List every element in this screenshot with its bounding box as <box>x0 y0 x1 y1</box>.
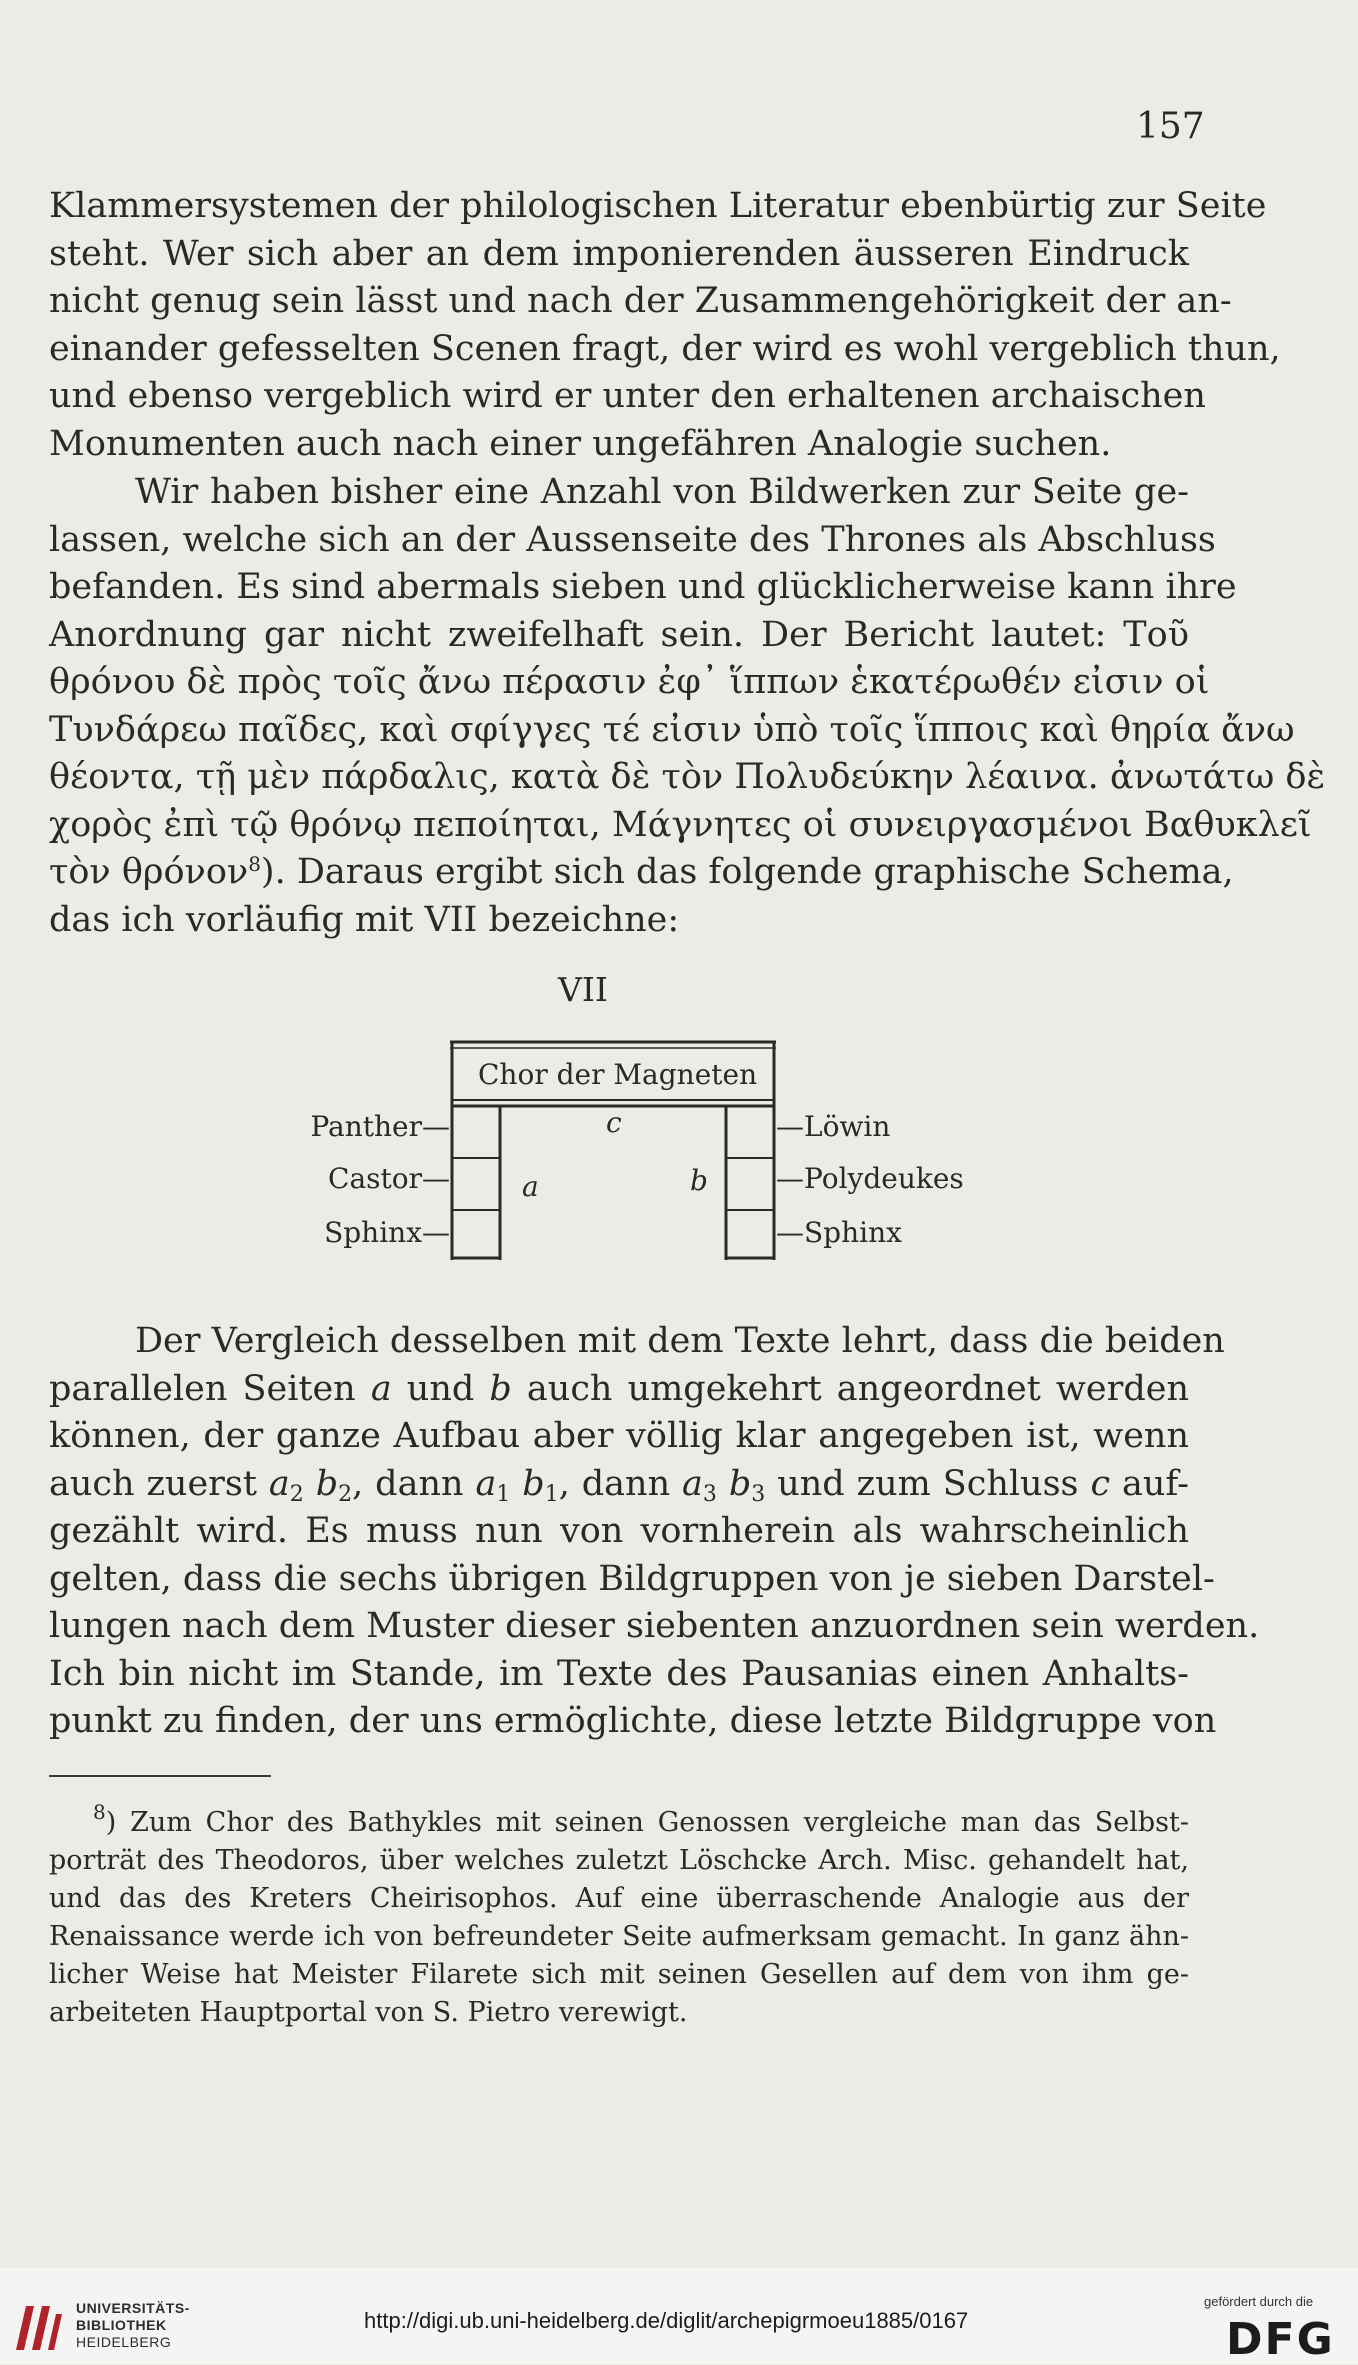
text-line: einander gefesselten Scenen fragt, der wird es wohl vergeblich thun, <box>49 328 1281 369</box>
text-line: lungen nach dem Muster dieser siebenten anzuordnen sein werden. <box>49 1606 1260 1646</box>
text-span: , dann <box>558 1463 683 1504</box>
right-label-sphinx: —Sphinx <box>776 1216 902 1249</box>
text-span: auch umgekehrt angeordnet werden <box>511 1368 1189 1409</box>
text-line <box>49 849 1234 897</box>
text-line <box>49 1461 1189 1509</box>
text-line: Anordnung gar nicht zweifelhaft sein. Der Bericht lautet: Τοῦ <box>49 614 1189 655</box>
subscript: 3 <box>702 1481 717 1507</box>
library-line: BIBLIOTHEK <box>76 2317 167 2333</box>
text-span: , dann <box>352 1463 476 1504</box>
right-label-polydeukes: —Polydeukes <box>776 1162 964 1195</box>
subscript: 2 <box>289 1481 304 1507</box>
subscript: 1 <box>496 1481 511 1507</box>
text-line: gelten, dass die sechs übrigen Bildgruppen von je sieben Darstel- <box>49 1558 1215 1599</box>
left-label-castor: Castor— <box>328 1162 450 1195</box>
text-span: und <box>391 1368 490 1409</box>
text-line: befanden. Es sind abermals sieben und glücklicherweise kann ihre <box>49 567 1237 607</box>
subscript: 2 <box>338 1481 353 1507</box>
greek-quote-line: Τυνδάρεω παῖδες, καὶ σφίγγες τέ εἰσιν ὑπὸ τοῖς ἵπποις καὶ θηρία ἄνω <box>49 709 1295 750</box>
text-line: nicht genug sein lässt und nach der Zusammengehörigkeit der an- <box>49 281 1232 321</box>
page-number: 157 <box>1136 106 1205 147</box>
field-c-label: c <box>606 1106 622 1139</box>
text-line: gezählt wird. Es muss nun von vornherein als wahrscheinlich <box>49 1511 1189 1551</box>
university-logo-icon <box>12 2298 66 2354</box>
field-a-label: a <box>522 1170 539 1203</box>
field-b-label: b <box>690 1164 708 1197</box>
text-line: Ich bin nicht im Stande, im Texte des Pausanias einen Anhalts- <box>49 1653 1189 1694</box>
variable-a: a <box>268 1463 290 1504</box>
text-span: auf- <box>1110 1463 1189 1504</box>
text-line: Klammersystemen der philologischen Literatur ebenbürtig zur Seite <box>49 186 1267 226</box>
text-line: Der Vergleich desselben mit dem Texte lehrt, dass die beiden <box>135 1321 1225 1361</box>
variable-a: a <box>475 1463 497 1504</box>
text-span: ). Daraus ergibt sich das folgende graphische Schema, <box>260 852 1234 892</box>
paragraph-1 <box>49 183 1281 468</box>
greek-quote-line: θρόνου δὲ πρὸς τοῖς ἄνω πέρασιν ἐφ᾽ ἵππων ἑκατέρωθέν εἰσιν οἱ <box>49 662 1210 702</box>
text-span: ) Zum Chor des Bathykles mit seinen Genossen vergleiche man das Selbst- <box>105 1807 1189 1838</box>
greek-quote-line: χορὸς ἐπὶ τῷ θρόνῳ πεποίηται, Μάγνητες οἱ συνειργασμένοι Βαθυκλεῖ <box>49 804 1312 845</box>
text-line: Monumenten auch nach einer ungefähren Analogie suchen. <box>49 423 1112 464</box>
schema-diagram <box>300 970 1000 1280</box>
funder-caption: gefördert durch die <box>1204 2294 1314 2309</box>
variable-b: b <box>489 1368 512 1409</box>
variable-b: b <box>728 1463 752 1504</box>
footnote-line: licher Weise hat Meister Filarete sich mit seinen Gesellen auf dem von ihm ge- <box>49 1959 1189 1990</box>
university-library-name <box>76 2300 190 2351</box>
digitization-footer <box>0 2268 1358 2364</box>
left-label-sphinx: Sphinx— <box>324 1216 450 1249</box>
variable-c: c <box>1090 1463 1111 1504</box>
library-line: UNIVERSITÄTS- <box>76 2300 190 2316</box>
source-url-link[interactable]: http://digi.ub.uni-heidelberg.de/diglit/archepigrmoeu1885/0167 <box>364 2308 969 2333</box>
text-span: auch zuerst <box>49 1463 269 1504</box>
footnote-line: arbeiteten Hauptportal von S. Pietro verewigt. <box>49 1997 688 2028</box>
left-label-panther: Panther— <box>310 1110 450 1143</box>
library-line: HEIDELBERG <box>76 2334 172 2350</box>
text-line: lassen, welche sich an der Aussenseite des Thrones als Abschluss <box>49 519 1216 560</box>
text-line: punkt zu finden, der uns ermöglichte, diese letzte Bildgruppe von <box>49 1701 1217 1741</box>
footnote-divider <box>49 1775 271 1777</box>
chorus-label: Chor der Magneten <box>478 1058 758 1091</box>
paragraph-3 <box>49 1318 1260 1746</box>
footnote-ref: 8 <box>248 852 261 876</box>
footnote <box>49 1800 1189 2032</box>
variable-b: b <box>522 1463 545 1504</box>
text-span: parallelen Seiten <box>49 1368 371 1409</box>
dfg-logo: DFG <box>1226 2314 1335 2365</box>
text-line: steht. Wer sich aber an dem imponierenden äusseren Eindruck <box>49 233 1189 274</box>
footnote-line: und das des Kreters Cheirisophos. Auf eine überraschende Analogie aus der <box>49 1883 1189 1914</box>
variable-b: b <box>315 1463 339 1504</box>
greek-quote-line: θέοντα, τῇ μὲν πάρδαλις, κατὰ δὲ τὸν Πολυδεύκην λέαινα. ἀνωτάτω δὲ <box>49 757 1326 797</box>
variable-a: a <box>682 1463 703 1504</box>
right-label-loewin: —Löwin <box>776 1110 891 1143</box>
text-span: und zum Schluss <box>765 1463 1091 1504</box>
footnote-marker: 8 <box>93 1800 106 1824</box>
subscript: 3 <box>751 1481 766 1507</box>
greek-text: τὸν θρόνον <box>49 852 249 892</box>
paragraph-2 <box>49 469 1326 944</box>
text-line <box>49 1366 1189 1414</box>
text-line: und ebenso vergeblich wird er unter den erhaltenen archaischen <box>49 376 1206 416</box>
text-line: das ich vorläufig mit VII bezeichne: <box>49 899 680 940</box>
variable-a: a <box>370 1368 392 1409</box>
text-line: können, der ganze Aufbau aber völlig klar angegeben ist, wenn <box>49 1416 1189 1456</box>
subscript: 1 <box>544 1481 559 1507</box>
footnote-line: porträt des Theodoros, über welches zuletzt Löschcke Arch. Misc. gehandelt hat, <box>49 1845 1189 1876</box>
diagram-title: VII <box>558 970 608 1009</box>
footnote-line: Renaissance werde ich von befreundeter Seite aufmerksam gemacht. In ganz ähn- <box>49 1921 1189 1952</box>
footnote-line <box>49 1800 1189 1842</box>
text-line: Wir haben bisher eine Anzahl von Bildwerken zur Seite ge- <box>135 472 1189 512</box>
